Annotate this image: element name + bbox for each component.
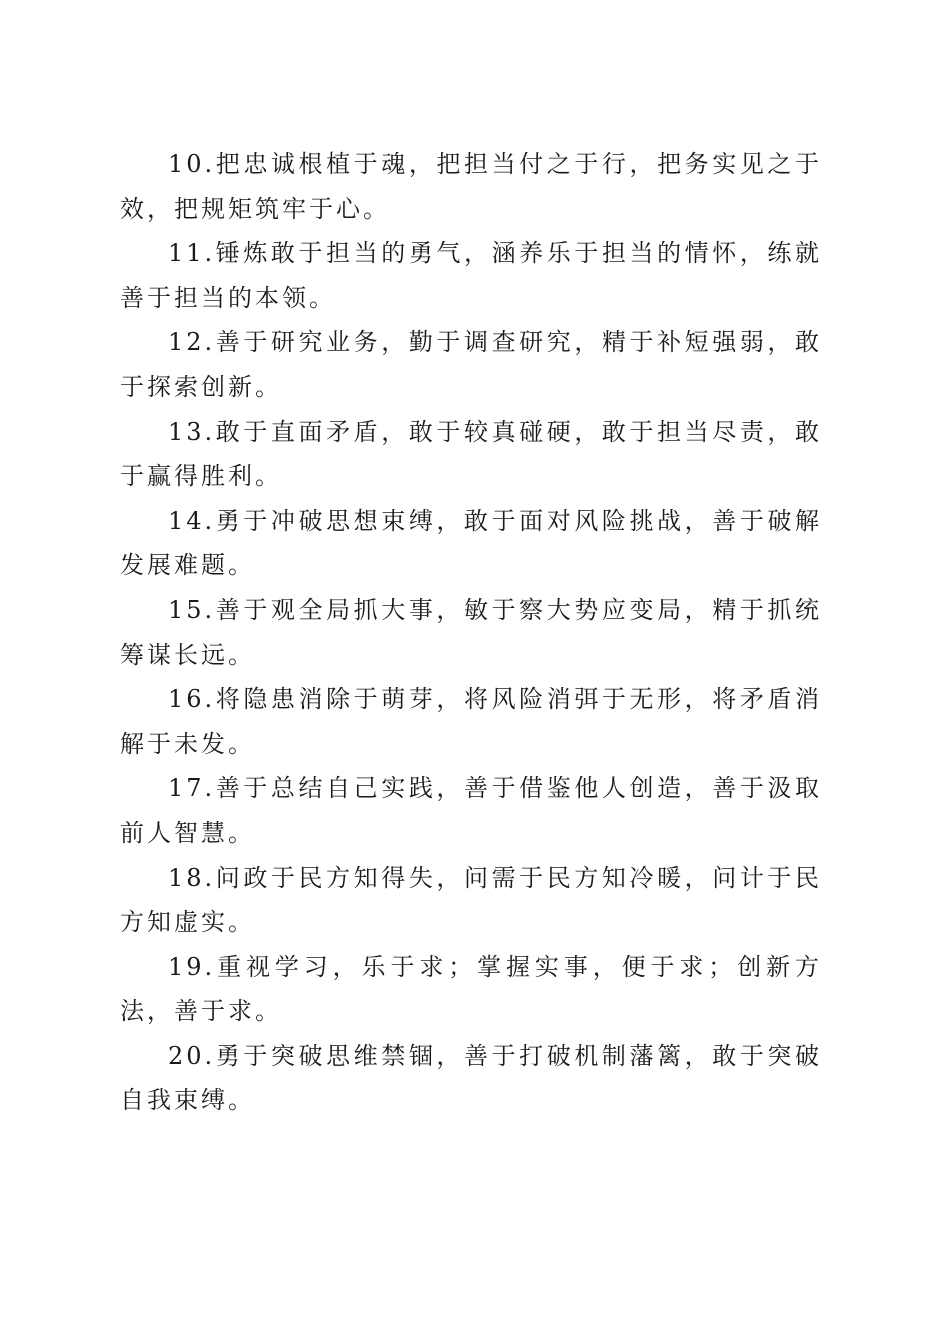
- document-body: [120, 142, 822, 1123]
- list-item: 15.善于观全局抓大事，敏于察大势应变局，精于抓统筹谋长远。: [120, 595, 822, 669]
- list-item: 13.敢于直面矛盾，敢于较真碰硬，敢于担当尽责，敢于赢得胜利。: [120, 417, 822, 491]
- list-item: 19.重视学习，乐于求；掌握实事，便于求；创新方法，善于求。: [120, 952, 822, 1026]
- list-item: 14.勇于冲破思想束缚，敢于面对风险挑战，善于破解发展难题。: [120, 506, 822, 580]
- list-item: 18.问政于民方知得失，问需于民方知冷暖，问计于民方知虚实。: [120, 863, 822, 937]
- list-item: 11.锤炼敢于担当的勇气，涵养乐于担当的情怀，练就善于担当的本领。: [120, 239, 822, 312]
- list-item: 17.善于总结自己实践，善于借鉴他人创造，善于汲取前人智慧。: [120, 774, 822, 847]
- list-item: 10.把忠诚根植于魂，把担当付之于行，把务实见之于效，把规矩筑牢于心。: [120, 150, 822, 223]
- list-item: 12.善于研究业务，勤于调查研究，精于补短强弱，敢于探索创新。: [120, 328, 822, 401]
- list-item: 20.勇于突破思维禁锢，善于打破机制藩篱，敢于突破自我束缚。: [120, 1041, 822, 1115]
- list-item: 16.将隐患消除于萌芽，将风险消弭于无形，将矛盾消解于未发。: [120, 685, 822, 758]
